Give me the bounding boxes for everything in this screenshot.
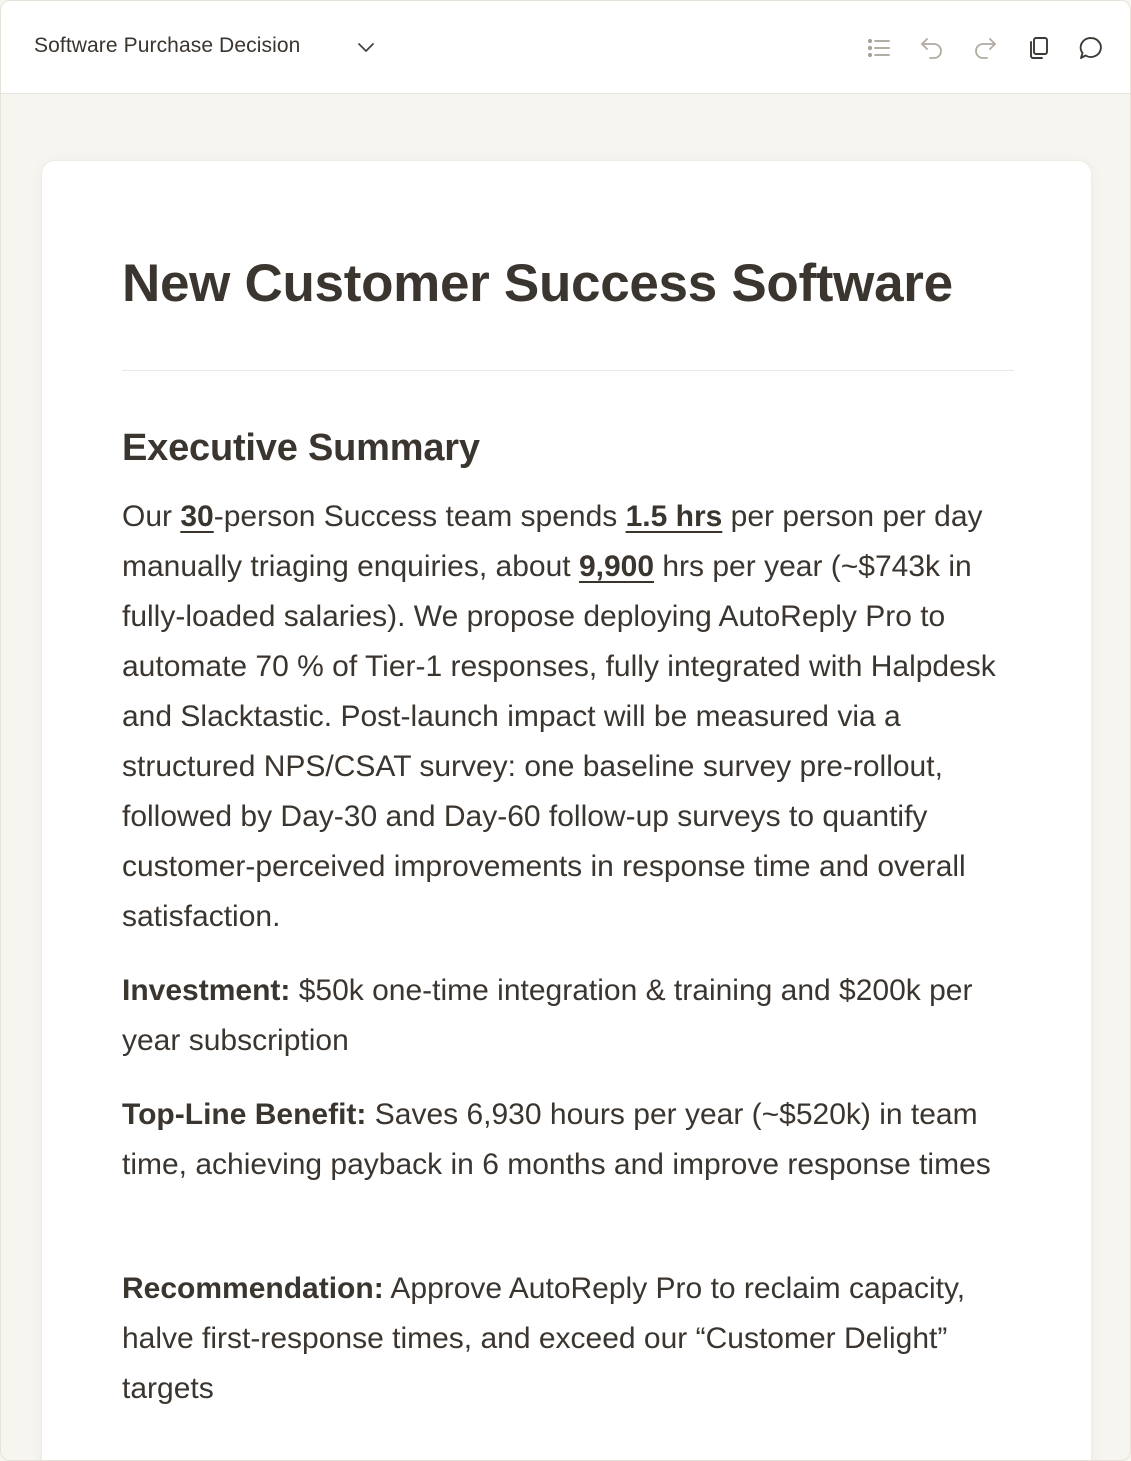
document-card xyxy=(41,160,1092,1461)
summary-paragraph[interactable] xyxy=(122,492,1022,942)
list-icon[interactable] xyxy=(865,34,893,62)
recommendation-paragraph[interactable] xyxy=(122,1264,1022,1414)
benefit-text: Saves 6,930 hours per year (~$520k) in team time, achieving payback in 6 months and improve response times xyxy=(122,1098,991,1181)
undo-icon[interactable] xyxy=(918,34,946,62)
benefit-paragraph[interactable] xyxy=(122,1090,1022,1190)
hours-link[interactable]: 1.5 hrs xyxy=(625,500,723,533)
investment-paragraph[interactable] xyxy=(122,966,1022,1066)
team-size-link[interactable]: 30 xyxy=(180,500,214,533)
recommendation-text: Approve AutoReply Pro to reclaim capacity, halve first-response times, and exceed our “Customer Delight” targets xyxy=(122,1272,966,1405)
document-title[interactable]: New Customer Success Software xyxy=(122,254,953,313)
copy-icon[interactable] xyxy=(1024,34,1052,62)
chevron-down-icon[interactable] xyxy=(354,36,378,60)
annual-hours-link[interactable]: 9,900 xyxy=(578,550,655,583)
divider xyxy=(122,370,1014,371)
benefit-label: Top-Line Benefit: xyxy=(122,1098,367,1131)
summary-text: hrs per year (~$743k in fully-loaded salaries). We propose deploying AutoReply Pro to automate 70 % of Tier-1 responses, fully integrated with Halpdesk and Slacktastic. Post-launch impact will be measured via a structured NPS/CSAT survey: one baseline survey pre-rollout, followed by Day-30 and Day-60 follow-up surveys to quantify customer-perceived improvements in response time and overall satisfaction. xyxy=(122,550,996,933)
redo-icon[interactable] xyxy=(971,34,999,62)
investment-label: Investment: xyxy=(122,974,291,1007)
top-bar xyxy=(1,1,1130,94)
recommendation-label: Recommendation: xyxy=(122,1272,384,1305)
summary-text: Our xyxy=(122,500,181,533)
section-heading[interactable]: Executive Summary xyxy=(122,427,480,469)
doc-title[interactable]: Software Purchase Decision xyxy=(34,34,301,57)
investment-text: $50k one-time integration & training and $200k per year subscription xyxy=(122,974,973,1057)
summary-text: -person Success team spends xyxy=(213,500,626,533)
summary-text: per person per day manually triaging enquiries, about xyxy=(122,500,983,583)
comment-icon[interactable] xyxy=(1077,34,1105,62)
